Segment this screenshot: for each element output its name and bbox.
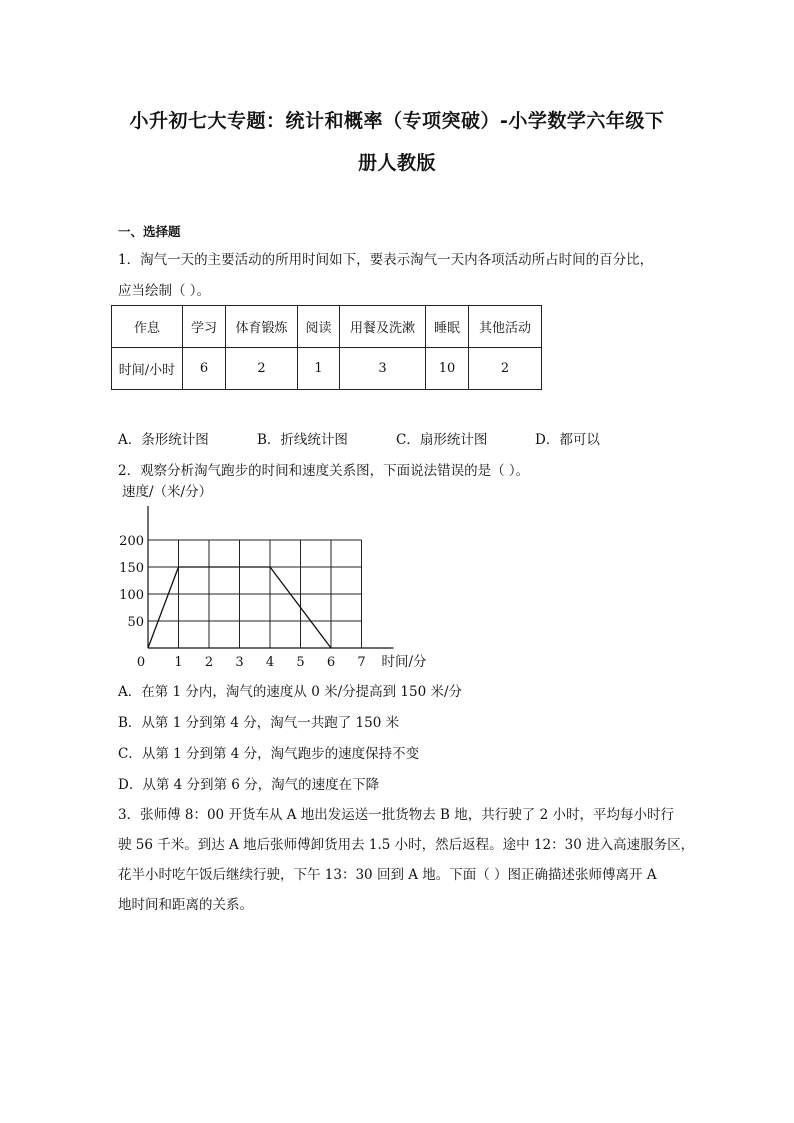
q3-text-line-3: 花半小时吃午饭后继续行驶，下午 13：30 回到 A 地。下面（ ）图正确描述张师傅离开 A bbox=[118, 867, 657, 883]
y-tick-label: 100 bbox=[119, 588, 144, 603]
q2-option-c: C．从第 1 分到第 4 分，淘气跑步的速度保持不变 bbox=[118, 746, 420, 762]
table-cell: 阅读 bbox=[298, 306, 340, 348]
q1-option-a: A．条形统计图 bbox=[118, 432, 209, 448]
x-tick-label: 3 bbox=[235, 655, 244, 670]
table-cell: 6 bbox=[183, 348, 226, 390]
table-header-row bbox=[112, 306, 542, 348]
q1-option-d: D．都可以 bbox=[535, 432, 600, 448]
series-segment bbox=[148, 567, 179, 648]
table-cell: 3 bbox=[340, 348, 426, 390]
y-tick-label: 50 bbox=[127, 615, 144, 630]
x-tick-label: 5 bbox=[296, 655, 305, 670]
page-title-line-1: 小升初七大专题：统计和概率（专项突破）-小学数学六年级下 bbox=[129, 110, 665, 132]
q2-text: 2．观察分析淘气跑步的时间和速度关系图，下面说法错误的是（ ）。 bbox=[118, 463, 530, 479]
x-tick-label: 2 bbox=[204, 655, 214, 670]
q1-text-line-2: 应当绘制（ ）。 bbox=[118, 283, 211, 299]
q1-option-b: B．折线统计图 bbox=[257, 432, 348, 448]
page-title-line-2: 册人教版 bbox=[357, 152, 436, 174]
q1-option-c: C．扇形统计图 bbox=[396, 432, 488, 448]
table-cell: 学习 bbox=[183, 306, 226, 348]
table-cell: 1 bbox=[298, 348, 340, 390]
q3-text-line-2: 驶 56 千米。到达 A 地后张师傅卸货用去 1.5 小时，然后返程。途中 12：30 进入高速服务区， bbox=[118, 837, 695, 853]
table-cell: 其他活动 bbox=[469, 306, 542, 348]
q3-text-line-4: 地时间和距离的关系。 bbox=[118, 897, 253, 913]
table-row bbox=[112, 348, 542, 390]
table-cell: 时间/小时 bbox=[112, 348, 183, 390]
table-cell: 睡眠 bbox=[426, 306, 469, 348]
x-axis-title: 时间/分 bbox=[381, 654, 427, 670]
table-cell: 体育锻炼 bbox=[226, 306, 298, 348]
section-heading: 一、选择题 bbox=[118, 224, 181, 239]
table-cell: 2 bbox=[469, 348, 542, 390]
q1-text-line-1: 1．淘气一天的主要活动的所用时间如下，要表示淘气一天内各项活动所占时间的百分比， bbox=[118, 252, 654, 268]
x-tick-label: 4 bbox=[265, 655, 275, 670]
table-cell: 用餐及洗漱 bbox=[340, 306, 426, 348]
x-tick-label: 6 bbox=[326, 655, 336, 670]
x-tick-label: 1 bbox=[174, 655, 183, 670]
q2-option-b: B．从第 1 分到第 4 分，淘气一共跑了 150 米 bbox=[118, 715, 400, 731]
x-tick-label: 0 bbox=[136, 655, 146, 670]
y-axis-title: 速度/（米/分） bbox=[122, 484, 213, 500]
y-tick-label: 150 bbox=[119, 561, 144, 576]
q2-option-d: D．从第 4 分到第 6 分，淘气的速度在下降 bbox=[118, 777, 380, 793]
q2-option-a: A．在第 1 分内，淘气的速度从 0 米/分提高到 150 米/分 bbox=[118, 684, 463, 700]
table-cell: 2 bbox=[226, 348, 298, 390]
y-tick-label: 200 bbox=[119, 534, 144, 549]
table-cell: 10 bbox=[426, 348, 469, 390]
q1-activity-table bbox=[111, 305, 542, 390]
x-tick-label: 7 bbox=[357, 655, 366, 670]
table-cell: 作息 bbox=[112, 306, 183, 348]
q3-text-line-1: 3．张师傅 8：00 开货车从 A 地出发运送一批货物去 B 地，共行驶了 2 小时，平均每小时行 bbox=[118, 807, 674, 823]
speed-time-chart bbox=[110, 478, 450, 672]
